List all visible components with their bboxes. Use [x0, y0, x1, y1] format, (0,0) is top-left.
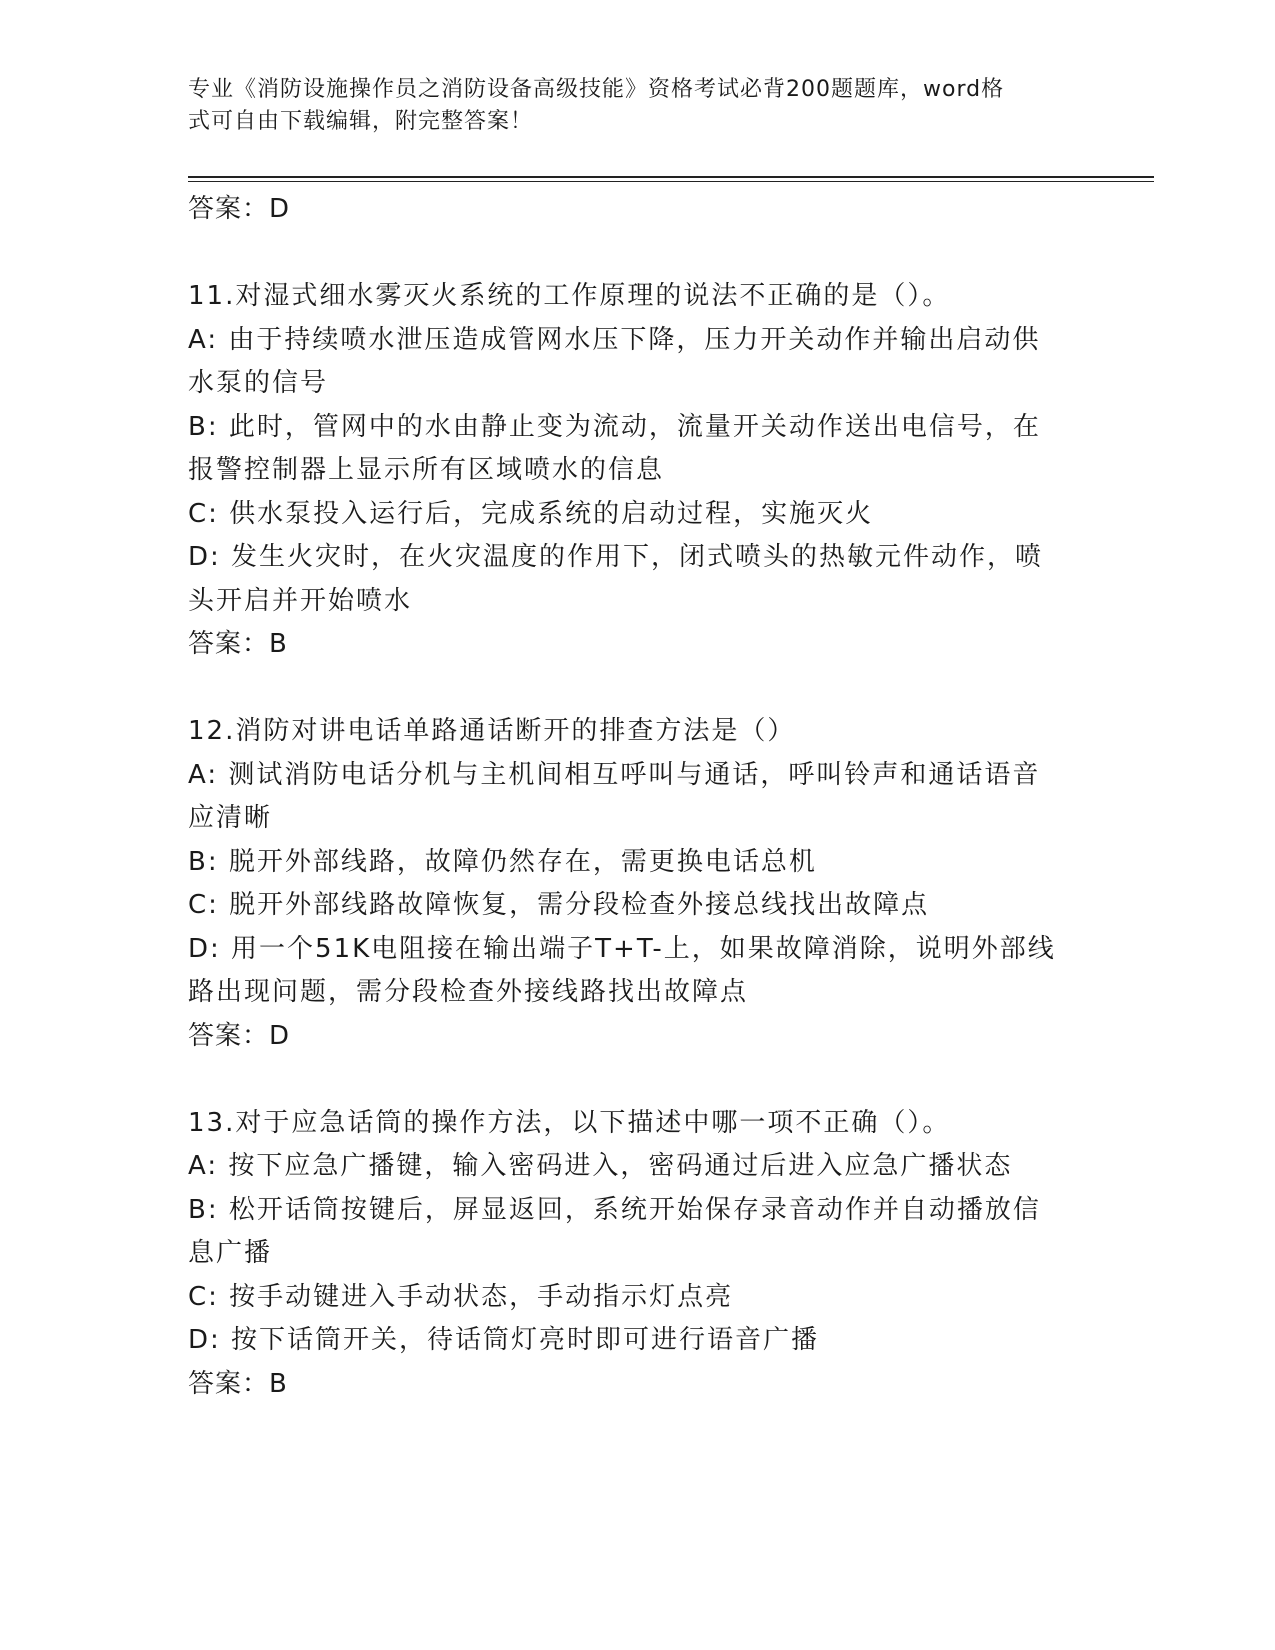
question-11-answer: 答案：B: [188, 629, 288, 659]
header-rule-secondary: [188, 181, 1154, 182]
question-13-option-b: B: 松开话筒按键后，屏显返回，系统开始保存录音动作并自动播放信: [188, 1195, 1041, 1225]
question-13-option-c: C: 按手动键进入手动状态，手动指示灯点亮: [188, 1282, 734, 1312]
previous-answer: 答案：D: [188, 194, 291, 224]
question-12-option-d-cont: 路出现问题，需分段检查外接线路找出故障点: [188, 977, 749, 1007]
question-13-answer: 答案：B: [188, 1369, 288, 1399]
question-13-stem: 13.对于应急话筒的操作方法，以下描述中哪一项不正确（）。: [188, 1108, 951, 1138]
question-13-option-d: D: 按下话筒开关，待话筒灯亮时即可进行语音广播: [188, 1325, 820, 1355]
document-header: [188, 74, 1068, 138]
question-13-option-a: A: 按下应急广播键，输入密码进入，密码通过后进入应急广播状态: [188, 1151, 1013, 1181]
question-11-stem: 11.对湿式细水雾灭火系统的工作原理的说法不正确的是（）。: [188, 281, 951, 311]
question-11-option-b: B: 此时，管网中的水由静止变为流动，流量开关动作送出电信号，在: [188, 412, 1041, 442]
question-12-option-a-cont: 应清晰: [188, 803, 273, 833]
question-11-option-d-cont: 头开启并开始喷水: [188, 586, 413, 616]
question-12-option-c: C: 脱开外部线路故障恢复，需分段检查外接总线找出故障点: [188, 890, 930, 920]
header-rule: [188, 176, 1154, 178]
question-12-option-a: A: 测试消防电话分机与主机间相互呼叫与通话，呼叫铃声和通话语音: [188, 760, 1041, 790]
question-12-stem: 12.消防对讲电话单路通话断开的排查方法是（）: [188, 716, 796, 746]
question-12-option-d: D: 用一个51K电阻接在输出端子T+T-上，如果故障消除，说明外部线: [188, 934, 1056, 964]
question-12-answer: 答案：D: [188, 1021, 291, 1051]
question-11-option-a-cont: 水泵的信号: [188, 368, 329, 398]
question-11-option-d: D: 发生火灾时，在火灾温度的作用下，闭式喷头的热敏元件动作，喷: [188, 542, 1044, 572]
question-11-option-b-cont: 报警控制器上显示所有区域喷水的信息: [188, 455, 665, 485]
question-11-option-a: A: 由于持续喷水泄压造成管网水压下降，压力开关动作并输出启动供: [188, 325, 1041, 355]
question-12-option-b: B: 脱开外部线路，故障仍然存在，需更换电话总机: [188, 847, 817, 877]
header-line-1: 专业《消防设施操作员之消防设备高级技能》资格考试必背200题题库，word格: [188, 77, 1005, 102]
question-11-option-c: C: 供水泵投入运行后，完成系统的启动过程，实施灭火: [188, 499, 874, 529]
question-13-option-b-cont: 息广播: [188, 1238, 273, 1268]
header-line-2: 式可自由下载编辑，附完整答案！: [188, 109, 534, 134]
